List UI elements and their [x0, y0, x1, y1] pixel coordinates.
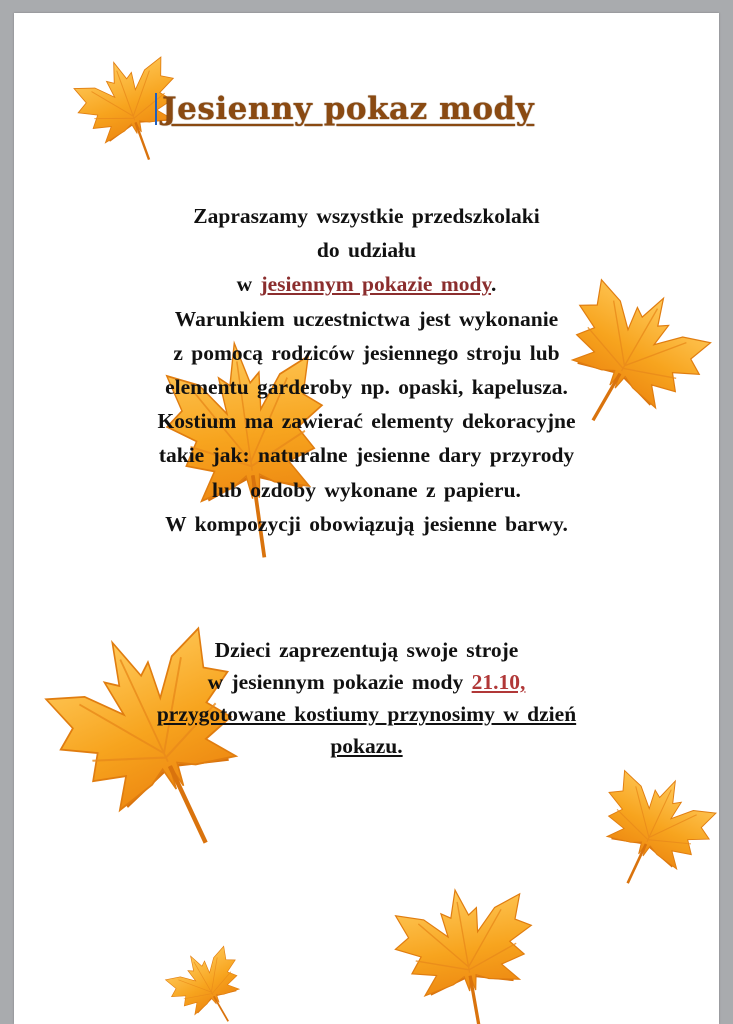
lower-line-prefix: w jesiennym pokazie mody [207, 670, 464, 694]
event-date[interactable]: 21.10, [471, 670, 526, 694]
event-name-link[interactable]: jesiennym pokazie mody [260, 272, 492, 297]
body-line: z pomocą rodziców jesiennego stroju lub [173, 340, 560, 365]
body-line: Kostium ma zawierać elementy dekoracyjne [157, 409, 576, 434]
body-line: takie jak: naturalne jesienne dary przyrody [158, 443, 575, 468]
body-line: Warunkiem uczestnictwa jest wykonanie [174, 306, 559, 331]
maple-leaf-icon [150, 931, 268, 1024]
invite-suffix: . [491, 272, 497, 297]
lower-line [54, 666, 679, 698]
text-cursor [155, 93, 157, 125]
presentation-info[interactable] [54, 634, 679, 762]
lower-line: przygotowane kostiumy przynosimy w dzień [156, 702, 577, 726]
maple-leaf-icon [380, 871, 554, 1024]
invitation-text[interactable] [54, 199, 679, 541]
maple-leaf-icon [572, 751, 719, 910]
body-line: do udziału [316, 238, 417, 263]
body-line: lub ozdoby wykonane z papieru. [212, 477, 521, 502]
lower-line: pokazu. [330, 734, 403, 758]
invite-prefix: w [236, 272, 253, 297]
page-title[interactable]: Jesienny pokaz mody [162, 91, 535, 127]
body-line: W kompozycji obowiązują jesienne barwy. [165, 511, 568, 536]
document-page [14, 13, 719, 1024]
body-line: elementu garderoby np. opaski, kapelusza. [165, 375, 568, 400]
lower-line: Dzieci zaprezentują swoje stroje [214, 638, 519, 662]
body-line: Zapraszamy wszystkie przedszkolaki [193, 204, 540, 228]
body-line [54, 267, 679, 301]
